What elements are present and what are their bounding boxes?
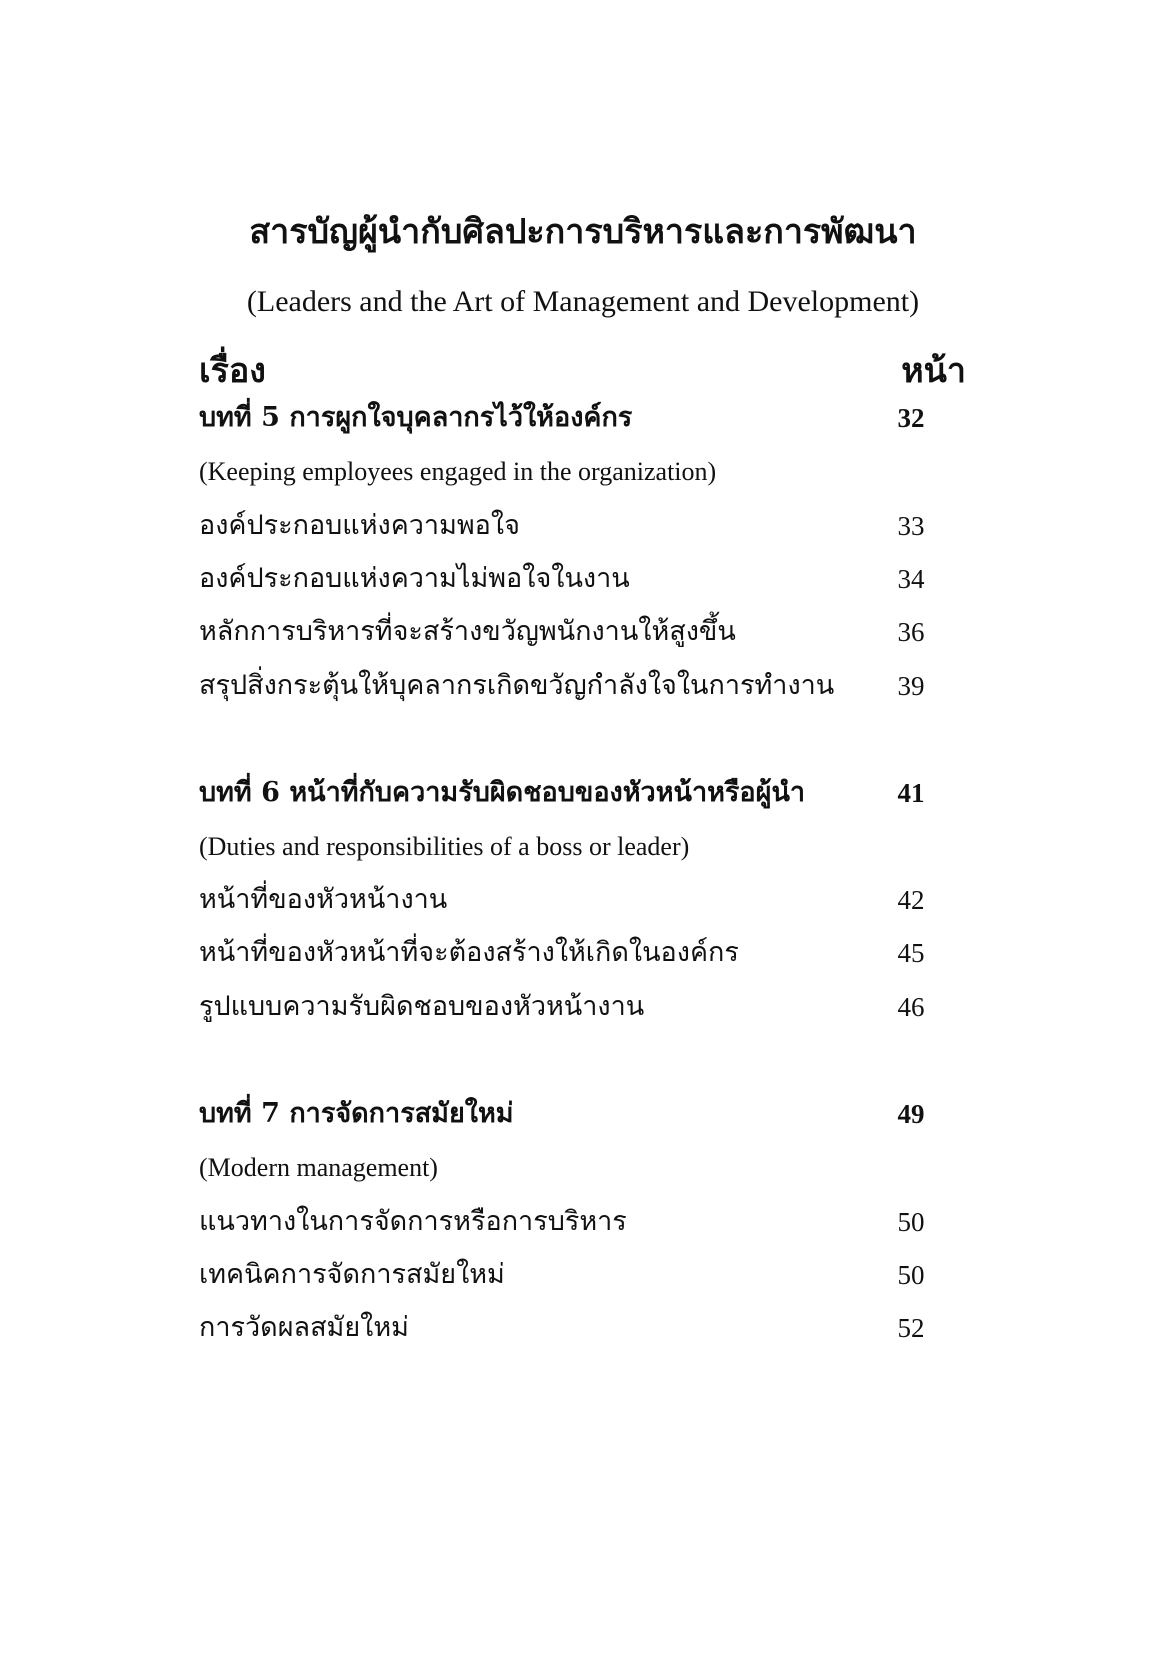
toc-row [199,880,941,920]
toc-row [199,666,941,706]
toc-entry-text: หน้าที่ของหัวหน้างาน [199,884,448,915]
toc-entry-text: บทที่ 7 การจัดการสมัยใหม่ [199,1098,514,1129]
toc-row [199,1255,941,1295]
toc-entry-page: 34 [897,564,925,594]
toc-entry-page: 32 [897,403,925,433]
toc-entry-text: องค์ประกอบแห่งความพอใจ [199,510,520,541]
toc-entry-page: 33 [897,511,925,541]
toc-entry-page: 39 [897,671,925,701]
toc-row [199,987,941,1027]
toc-entry-text: แนวทางในการจัดการหรือการบริหาร [199,1206,627,1237]
toc-entry-text: สรุปสิ่งกระตุ้นให้บุคลากรเกิดขวัญกำลังใจในการทำงาน [199,670,835,701]
toc-row [199,1202,941,1242]
toc-entry-text: (Modern management) [199,1153,438,1182]
toc-row [199,612,941,652]
toc-row [199,933,941,973]
toc-row [199,1308,941,1348]
toc-row [199,773,941,813]
toc-row [199,506,941,546]
toc-entry-text: (Duties and responsibilities of a boss or leader) [199,832,690,861]
toc-entry-text: เทคนิคการจัดการสมัยใหม่ [199,1259,505,1290]
column-header-page: หน้า [901,351,966,391]
toc-entry-page: 42 [897,885,925,915]
toc-entry-text: รูปแบบความรับผิดชอบของหัวหน้างาน [199,991,645,1022]
toc-entry-text: บทที่ 6 หน้าที่กับความรับผิดชอบของหัวหน้าหรือผู้นำ [199,777,806,808]
toc-row [199,827,941,867]
column-header-topic: เรื่อง [199,351,266,391]
toc-subtitle: (Leaders and the Art of Management and Development) [246,285,920,318]
toc-entry-page: 41 [897,778,925,808]
toc-entry-page: 49 [897,1099,925,1129]
toc-row [199,559,941,599]
toc-entry-text: องค์ประกอบแห่งความไม่พอใจในงาน [199,563,630,594]
toc-entry-page: 46 [897,992,925,1022]
toc-row [199,1148,941,1188]
toc-row [199,452,941,492]
toc-entry-text: (Keeping employees engaged in the organization) [199,457,717,486]
toc-title: สารบัญผู้นำกับศิลปะการบริหารและการพัฒนา [249,212,917,252]
toc-entry-page: 50 [897,1207,925,1237]
toc-entry-page: 45 [897,938,925,968]
toc-entry-text: การวัดผลสมัยใหม่ [199,1312,409,1343]
toc-row [199,1094,941,1134]
toc-entry-page: 50 [897,1260,925,1290]
toc-entry-page: 36 [897,617,925,647]
toc-entry-text: บทที่ 5 การผูกใจบุคลากรไว้ให้องค์กร [199,402,633,433]
toc-entry-text: หน้าที่ของหัวหน้าที่จะต้องสร้างให้เกิดในองค์กร [199,937,739,968]
toc-entry-text: หลักการบริหารที่จะสร้างขวัญพนักงานให้สูงขึ้น [199,616,736,647]
toc-entry-page: 52 [897,1313,925,1343]
toc-row [199,398,941,438]
